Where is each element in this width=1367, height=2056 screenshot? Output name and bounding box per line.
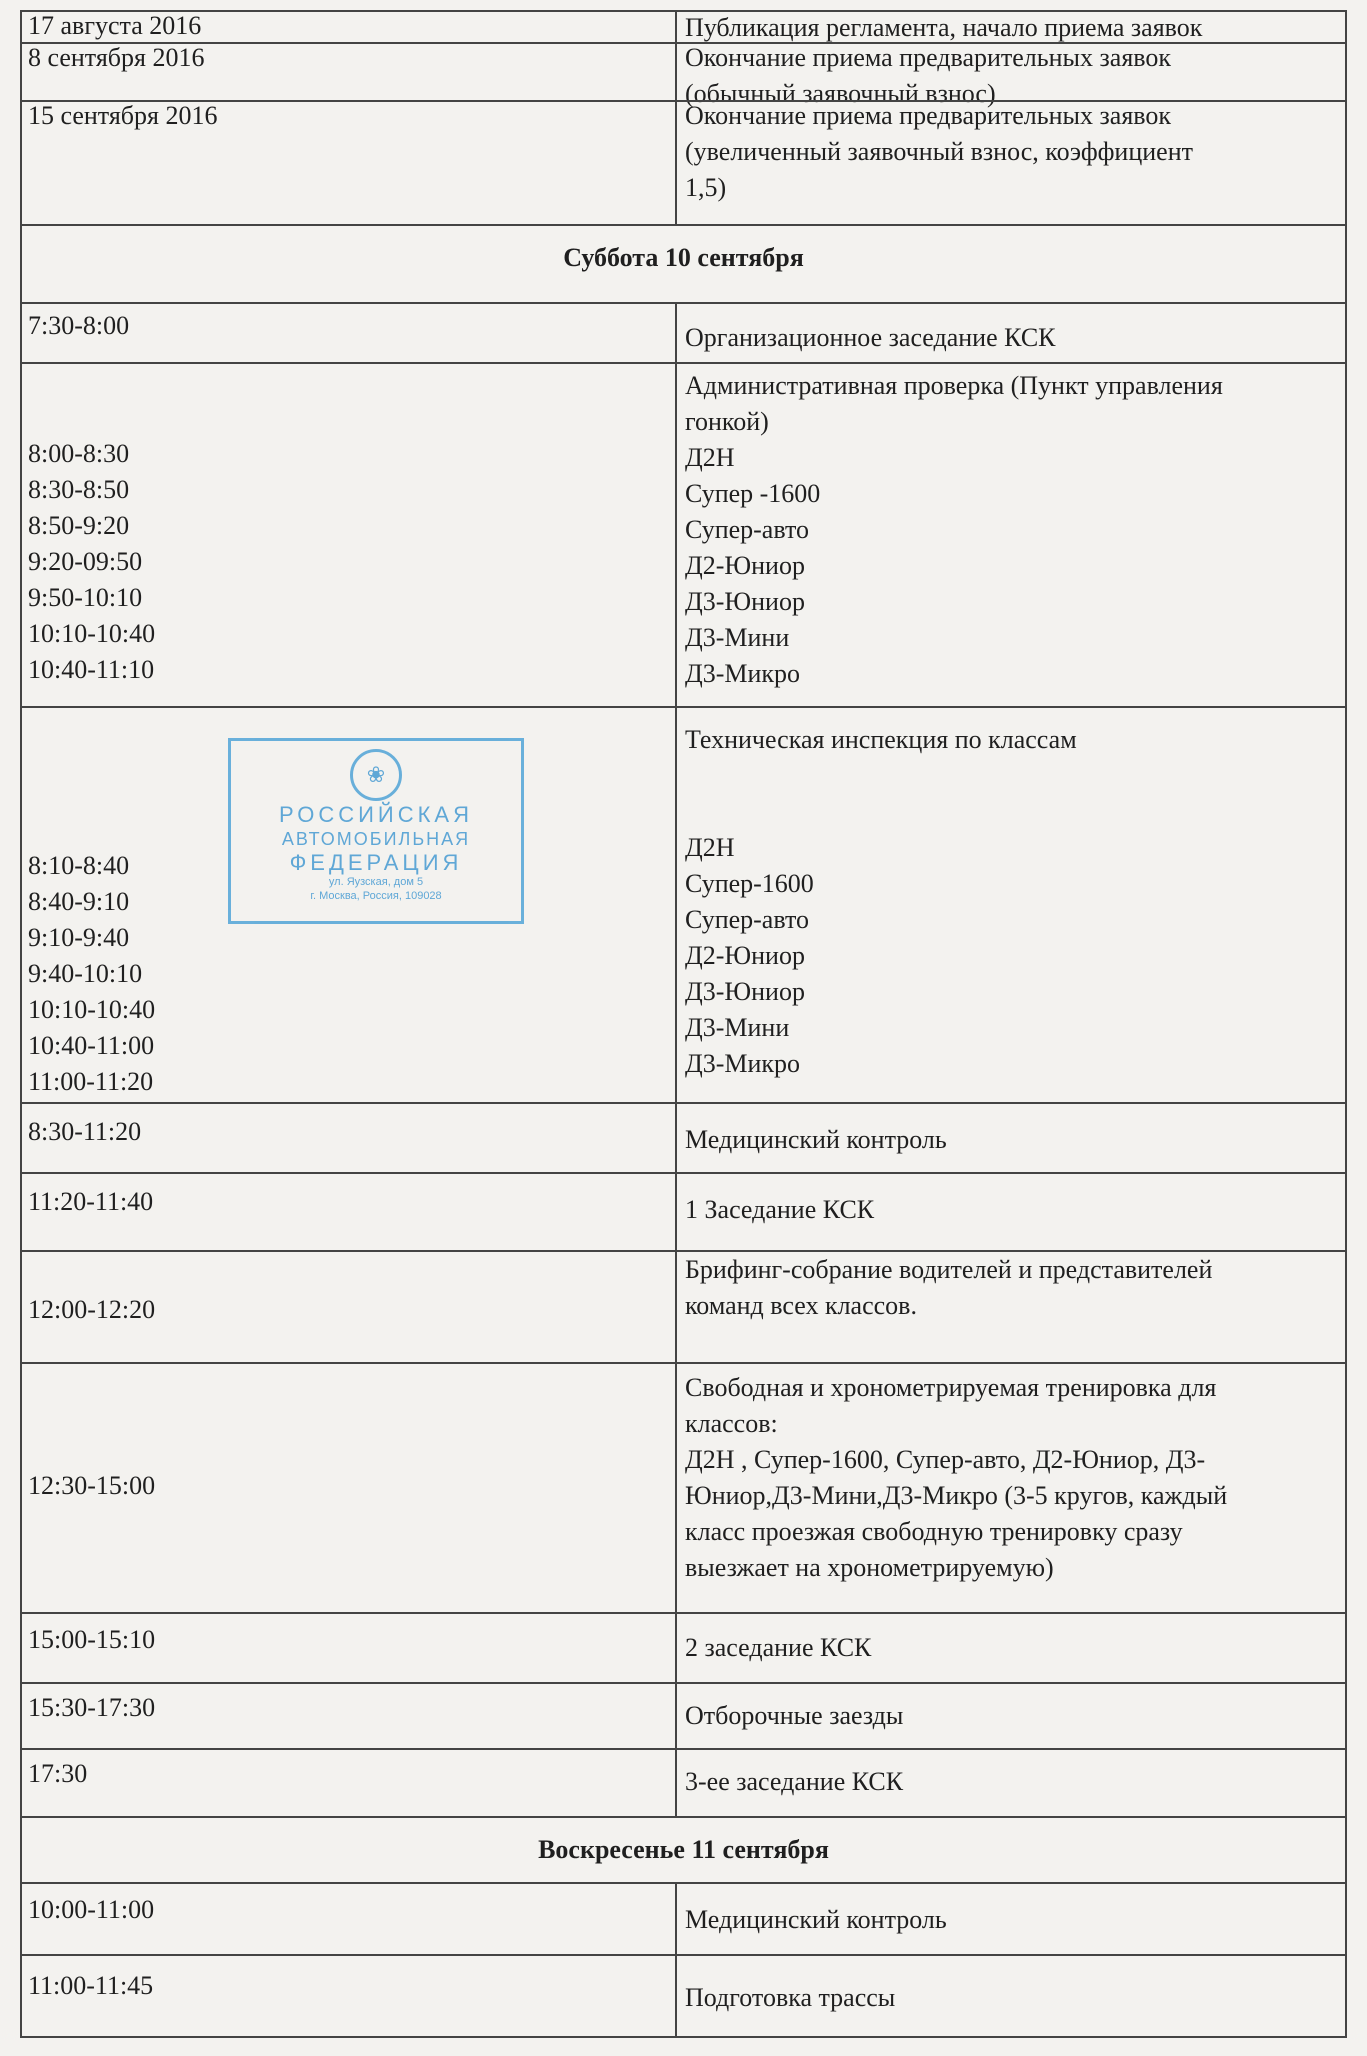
time-cell: 10:00-11:00 [28,1895,155,1924]
stamp-line: ул. Яузская, дом 5 [328,876,424,888]
table-row [20,100,1347,226]
table-row [20,706,1347,1104]
event-cell: Подготовка трассы [685,1983,896,2012]
time-cell: 8:10-8:40 8:40-9:10 9:10-9:40 9:40-10:10 10:10-10:40 10:40-11:00 11:00-11:20 [28,851,156,1096]
table-row [20,302,1347,364]
day-header-row [20,224,1347,304]
table-row [20,10,1347,44]
stamp-line: РОССИЙСКАЯ [279,802,473,827]
event-cell: Медицинский контроль [685,1905,947,1934]
event-cell: Брифинг-собрание водителей и представителей команд всех классов. [685,1255,1213,1320]
event-cell: Свободная и хронометрируемая тренировка для классов: Д2Н , Супер-1600, Супер-авто, Д2-Юниор, Д3- Юниор,Д3-Мини,Д3-Микро (3-5 кругов, каждый класс проезжая свободную тренировку сразу выезжает на хронометрируемую) [685,1373,1228,1582]
table-row [20,1362,1347,1614]
event-cell: Административная проверка (Пункт управления гонкой) Д2Н Супер -1600 Супер-авто Д2-Юниор Д3-Юниор Д3-Мини Д3-Микро [685,371,1223,688]
time-cell: 8:30-11:20 [28,1117,142,1146]
event-cell: Техническая инспекция по классам Д2Н Супер-1600 Супер-авто Д2-Юниор Д3-Юниор Д3-Мини Д3-Микро [685,725,1077,1078]
time-cell: 8:00-8:30 8:30-8:50 8:50-9:20 9:20-09:50 9:50-10:10 10:10-10:40 10:40-11:10 [28,439,156,684]
day-title: Суббота 10 сентября [563,243,804,272]
table-row [20,1954,1347,2038]
table-row [20,1748,1347,1818]
time-cell: 11:00-11:45 [28,1971,154,2000]
time-cell: 15:30-17:30 [28,1693,156,1722]
table-row [20,362,1347,708]
time-cell: 17:30 [28,1759,88,1788]
event-cell: Окончание приема предварительных заявок (увеличенный заявочный взнос, коэффициент 1,5) [685,101,1193,202]
time-cell: 15:00-15:10 [28,1625,156,1654]
day-header-row [20,1816,1347,1884]
time-cell: 7:30-8:00 [28,311,130,340]
date-cell: 8 сентября 2016 [28,43,205,72]
stamp-line: г. Москва, Россия, 109028 [310,890,442,902]
emblem-icon: ❀ [350,749,402,801]
federation-stamp [228,738,524,924]
event-cell: Отборочные заезды [685,1701,904,1730]
time-cell: 12:30-15:00 [28,1471,156,1500]
day-title: Воскресенье 11 сентября [538,1835,829,1864]
event-cell: Организационное заседание КСК [685,323,1056,352]
table-row [20,1250,1347,1364]
event-cell: Медицинский контроль [685,1125,947,1154]
table-row [20,1612,1347,1684]
table-row [20,1102,1347,1174]
date-cell: 17 августа 2016 [28,11,202,40]
time-cell: 11:20-11:40 [28,1187,154,1216]
event-cell: 1 Заседание КСК [685,1195,875,1224]
table-row [20,1682,1347,1750]
stamp-line: АВТОМОБИЛЬНАЯ [281,829,471,849]
table-row [20,1172,1347,1252]
stamp-line: ФЕДЕРАЦИЯ [289,850,463,875]
event-cell: Публикация регламента, начало приема заявок [685,13,1203,42]
time-cell: 12:00-12:20 [28,1295,156,1324]
table-row [20,1882,1347,1956]
event-cell: 3-ее заседание КСК [685,1767,904,1796]
event-cell: 2 заседание КСК [685,1633,872,1662]
table-row [20,42,1347,108]
date-cell: 15 сентября 2016 [28,101,218,130]
event-cell: Окончание приема предварительных заявок (обычный заявочный взнос) [685,43,1172,108]
